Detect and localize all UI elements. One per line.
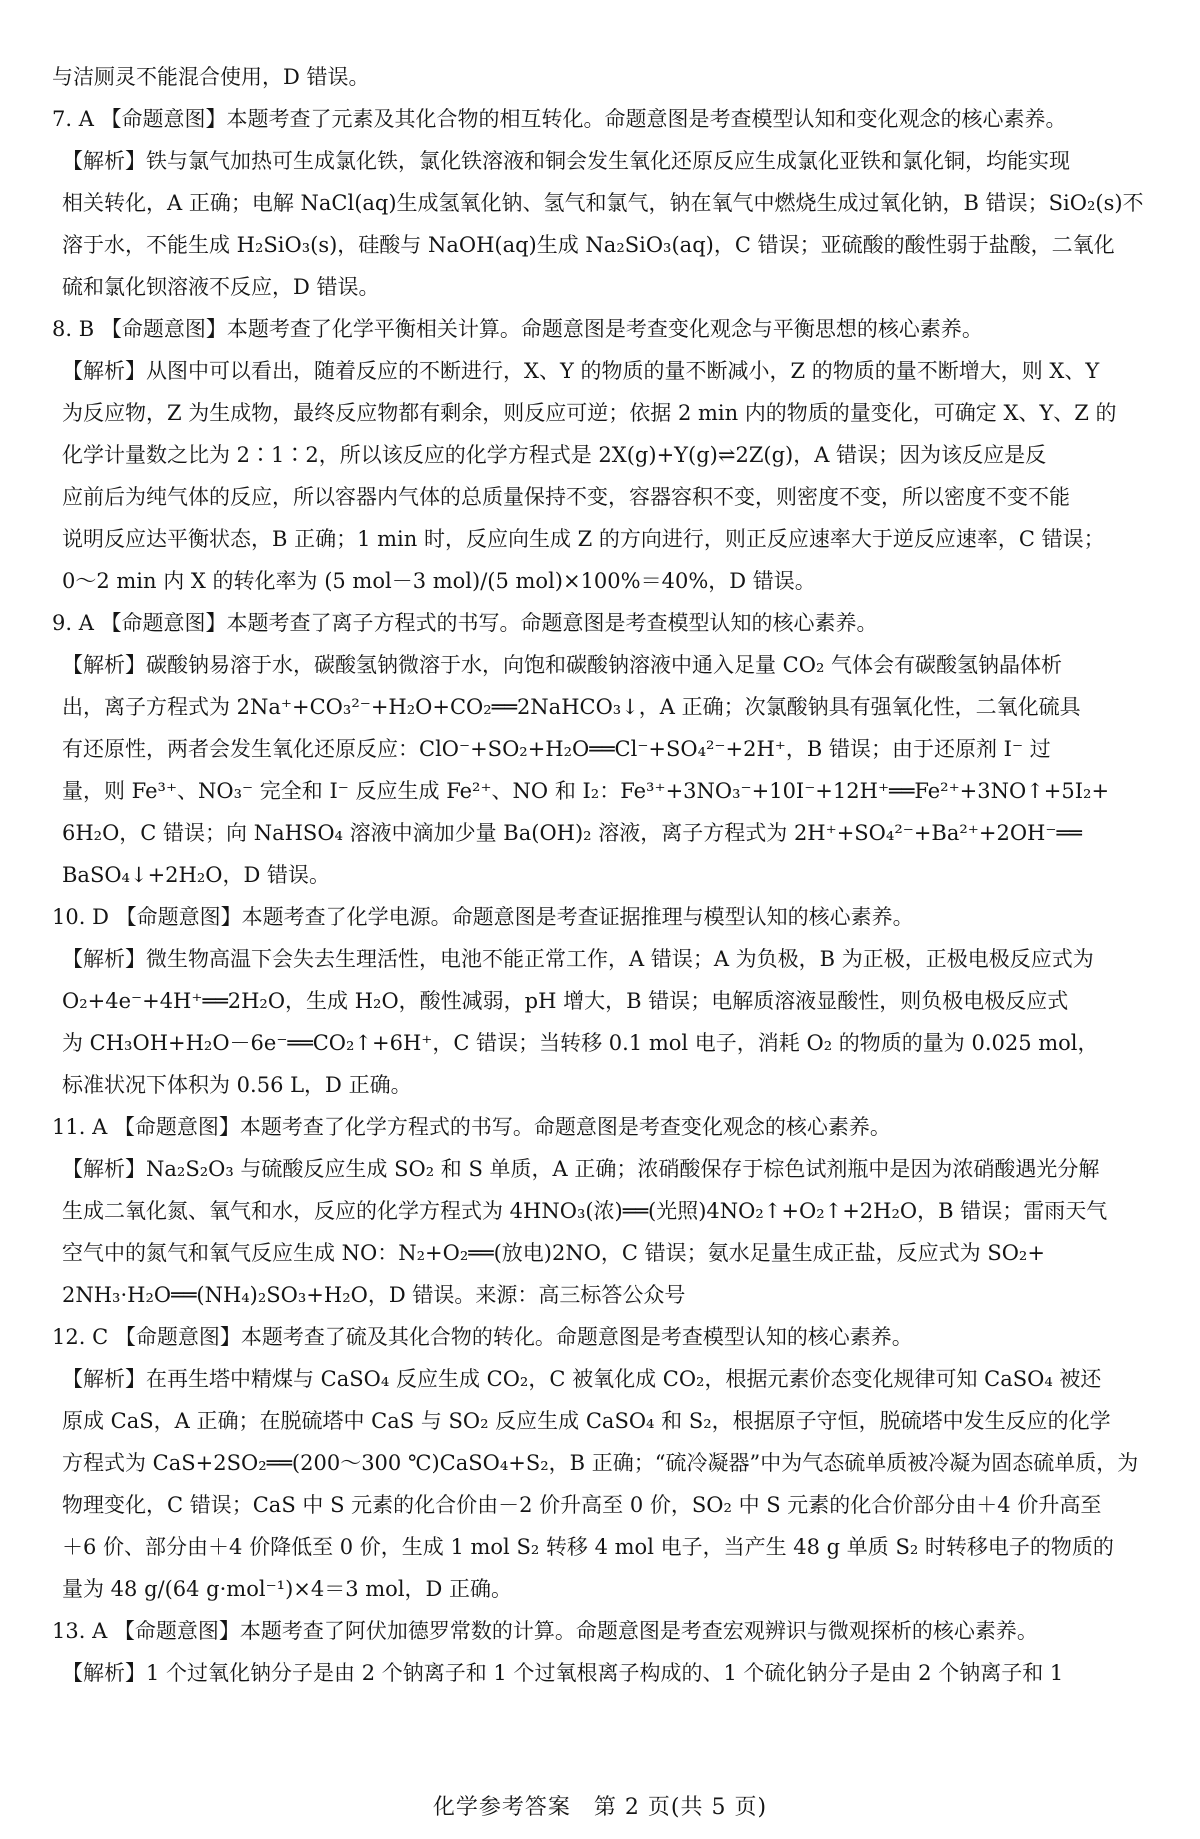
text-line: 6H₂O，C 错误；向 NaHSO₄ 溶液中滴加少量 Ba(OH)₂ 溶液，离子方程式为 2H⁺+SO₄²⁻+Ba²⁺+2OH⁻══ [62, 821, 1082, 845]
question-9-header: 9. A 【命题意图】本题考查了离子方程式的书写。命题意图是考查模型认知的核心素养。 [52, 611, 878, 635]
text-line: 【解析】在再生塔中精煤与 CaSO₄ 反应生成 CO₂，C 被氧化成 CO₂，根据元素价态变化规律可知 CaSO₄ 被还 [62, 1367, 1102, 1391]
text-line: 【解析】1 个过氧化钠分子是由 2 个钠离子和 1 个过氧根离子构成的、1 个硫化钠分子是由 2 个钠离子和 1 [62, 1661, 1064, 1685]
page-footer: 化学参考答案 第 2 页(共 5 页) [432, 1795, 768, 1820]
question-7-header: 7. A 【命题意图】本题考查了元素及其化合物的相互转化。命题意图是考查模型认知和变化观念的核心素养。 [52, 107, 1067, 131]
text-line: 应前后为纯气体的反应，所以容器内气体的总质量保持不变，容器容积不变，则密度不变，所以密度不变不能 [62, 485, 1070, 509]
text-line: 【解析】从图中可以看出，随着反应的不断进行，X、Y 的物质的量不断减小，Z 的物质的量不断增大，则 X、Y [62, 359, 1100, 383]
text-line: 0～2 min 内 X 的转化率为 (5 mol－3 mol)/(5 mol)×100%＝40%，D 错误。 [62, 569, 816, 593]
text-line: 【解析】碳酸钠易溶于水，碳酸氢钠微溶于水，向饱和碳酸钠溶液中通入足量 CO₂ 气体会有碳酸氢钠晶体析 [62, 653, 1063, 677]
text-line: BaSO₄↓+2H₂O，D 错误。 [62, 863, 330, 887]
text-line: 方程式为 CaS+2SO₂══(200～300 ℃)CaSO₄+S₂，B 正确；“硫冷凝器”中为气态硫单质被冷凝为固态硫单质，为 [62, 1451, 1139, 1475]
answer-content [52, 56, 1176, 1694]
text-line: 原成 CaS，A 正确；在脱硫塔中 CaS 与 SO₂ 反应生成 CaSO₄ 和 S₂，根据原子守恒，脱硫塔中发生反应的化学 [62, 1409, 1111, 1433]
text-line: ＋6 价、部分由＋4 价降低至 0 价，生成 1 mol S₂ 转移 4 mol 电子，当产生 48 g 单质 S₂ 时转移电子的物质的 [62, 1535, 1114, 1559]
text-line: 【解析】Na₂S₂O₃ 与硫酸反应生成 SO₂ 和 S 单质，A 正确；浓硝酸保存于棕色试剂瓶中是因为浓硝酸遇光分解 [62, 1157, 1100, 1181]
text-line: 标准状况下体积为 0.56 L，D 正确。 [62, 1073, 412, 1097]
text-line: 有还原性，两者会发生氧化还原反应：ClO⁻+SO₂+H₂O══Cl⁻+SO₄²⁻+2H⁺，B 错误；由于还原剂 I⁻ 过 [62, 737, 1051, 761]
text-line: O₂+4e⁻+4H⁺══2H₂O，生成 H₂O，酸性减弱，pH 增大，B 错误；电解质溶液显酸性，则负极电极反应式 [62, 989, 1069, 1013]
text-line: 空气中的氮气和氧气反应生成 NO：N₂+O₂══(放电)2NO，C 错误；氨水足量生成正盐，反应式为 SO₂+ [62, 1241, 1045, 1265]
text-line: 量为 48 g/(64 g·mol⁻¹)×4＝3 mol，D 正确。 [62, 1577, 513, 1601]
question-12-header: 12. C 【命题意图】本题考查了硫及其化合物的转化。命题意图是考查模型认知的核心素养。 [52, 1325, 913, 1349]
text-line: 生成二氧化氮、氧气和水，反应的化学方程式为 4HNO₃(浓)══(光照)4NO₂↑+O₂↑+2H₂O，B 错误；雷雨天气 [62, 1199, 1108, 1223]
text-line: 2NH₃·H₂O══(NH₄)₂SO₃+H₂O，D 错误。来源：高三标答公众号 [62, 1283, 686, 1307]
text-line: 【解析】铁与氯气加热可生成氯化铁，氯化铁溶液和铜会发生氧化还原反应生成氯化亚铁和氯化铜，均能实现 [62, 149, 1070, 173]
text-line: 为反应物，Z 为生成物，最终反应物都有剩余，则反应可逆；依据 2 min 内的物质的量变化，可确定 X、Y、Z 的 [62, 401, 1117, 425]
text-line: 物理变化，C 错误；CaS 中 S 元素的化合价由－2 价升高至 0 价，SO₂ 中 S 元素的化合价部分由＋4 价升高至 [62, 1493, 1102, 1517]
text-line: 化学计量数之比为 2∶1∶2，所以该反应的化学方程式是 2X(g)+Y(g)⇌2Z(g)，A 错误；因为该反应是反 [62, 443, 1047, 467]
text-line: 硫和氯化钡溶液不反应，D 错误。 [62, 275, 380, 299]
text-line: 出，离子方程式为 2Na⁺+CO₃²⁻+H₂O+CO₂══2NaHCO₃↓，A 正确；次氯酸钠具有强氧化性，二氧化硫具 [62, 695, 1081, 719]
question-10-header: 10. D 【命题意图】本题考查了化学电源。命题意图是考查证据推理与模型认知的核心素养。 [52, 905, 914, 929]
text-line: 与洁厕灵不能混合使用，D 错误。 [52, 65, 370, 89]
question-8-header: 8. B 【命题意图】本题考查了化学平衡相关计算。命题意图是考查变化观念与平衡思想的核心素养。 [52, 317, 983, 341]
text-line: 相关转化，A 正确；电解 NaCl(aq)生成氢氧化钠、氢气和氯气，钠在氧气中燃烧生成过氧化钠，B 错误；SiO₂(s)不 [62, 191, 1144, 215]
text-line: 为 CH₃OH+H₂O－6e⁻══CO₂↑+6H⁺，C 错误；当转移 0.1 mol 电子，消耗 O₂ 的物质的量为 0.025 mol， [62, 1031, 1099, 1055]
text-line: 【解析】微生物高温下会失去生理活性，电池不能正常工作，A 错误；A 为负极，B 为正极，正极电极反应式为 [62, 947, 1094, 971]
question-11-header: 11. A 【命题意图】本题考查了化学方程式的书写。命题意图是考查变化观念的核心素养。 [52, 1115, 891, 1139]
text-line: 溶于水，不能生成 H₂SiO₃(s)，硅酸与 NaOH(aq)生成 Na₂SiO₃(aq)，C 错误；亚硫酸的酸性弱于盐酸，二氧化 [62, 233, 1115, 257]
text-line: 说明反应达平衡状态，B 正确；1 min 时，反应向生成 Z 的方向进行，则正反应速率大于逆反应速率，C 错误； [62, 527, 1105, 551]
question-13-header: 13. A 【命题意图】本题考查了阿伏加德罗常数的计算。命题意图是考查宏观辨识与微观探析的核心素养。 [52, 1619, 1038, 1643]
text-line: 量，则 Fe³⁺、NO₃⁻ 完全和 I⁻ 反应生成 Fe²⁺、NO 和 I₂：Fe³⁺+3NO₃⁻+10I⁻+12H⁺══Fe²⁺+3NO↑+5I₂+ [62, 779, 1110, 803]
